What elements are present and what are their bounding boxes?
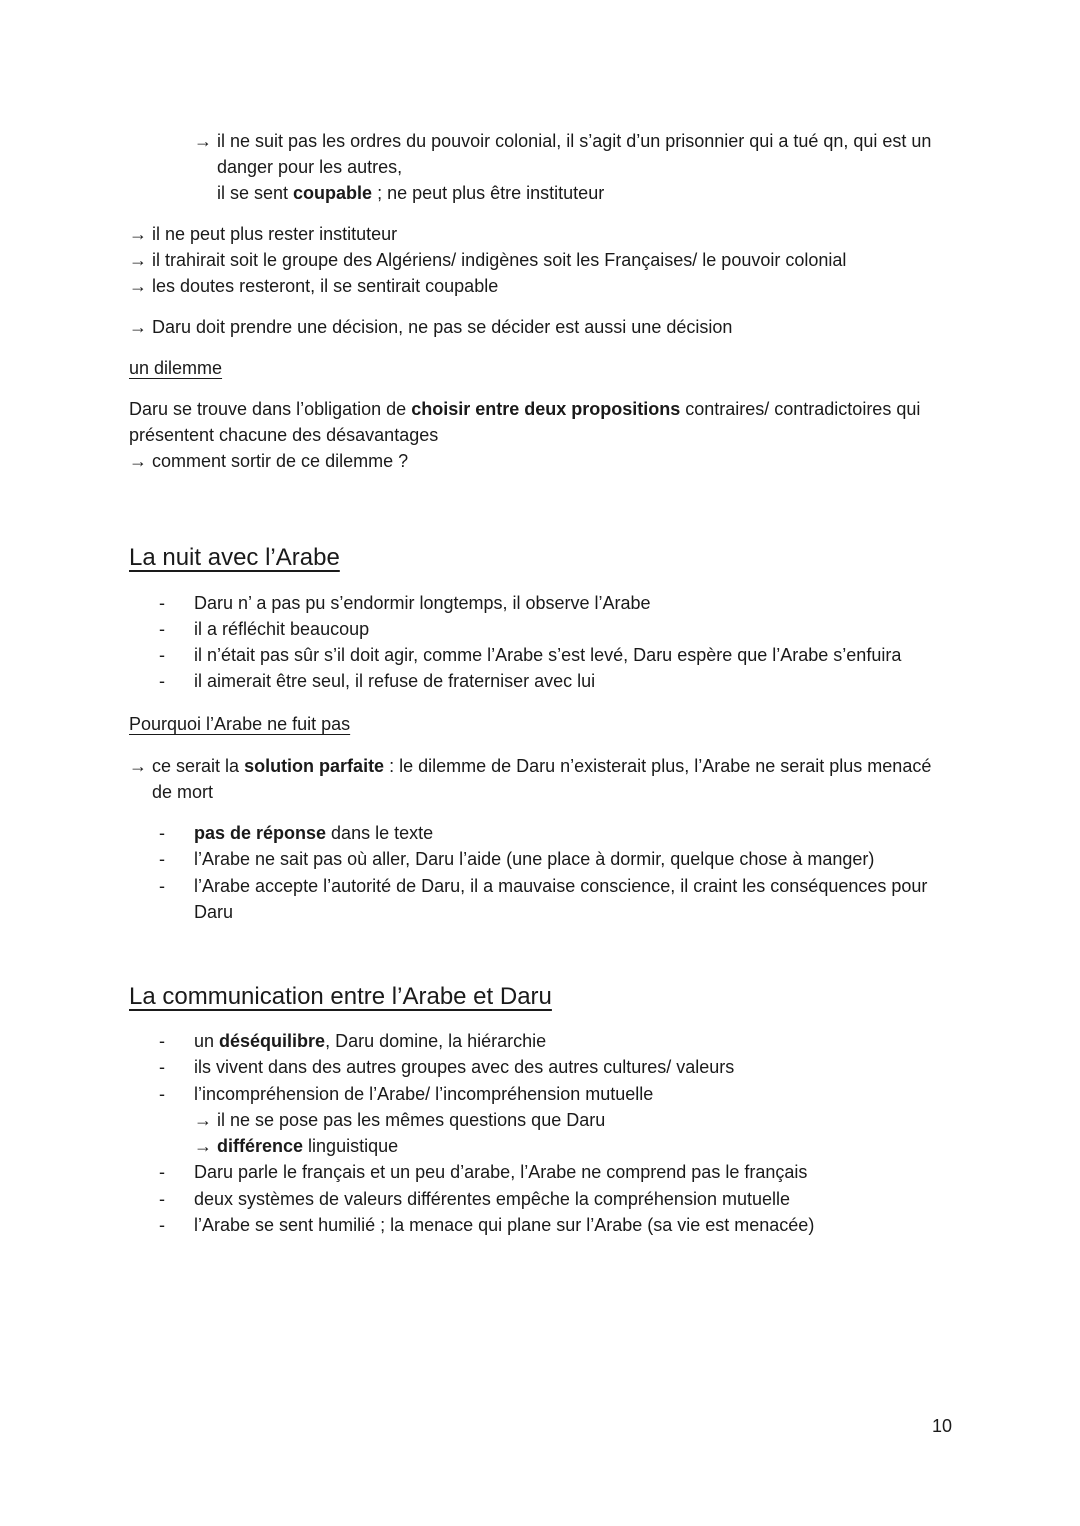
decision-line: → Daru doit prendre une décision, ne pas se décider est aussi une décision xyxy=(129,317,733,337)
top-block-line-1: → il ne suit pas les ordres du pouvoir colonial, il s’agit d’un prisonnier qui a tué qn, qui est un xyxy=(194,131,932,151)
list-item: l’Arabe accepte l’autorité de Daru, il a mauvaise conscience, il craint les conséquences pour xyxy=(194,876,928,896)
arrow-icon: → xyxy=(129,756,147,776)
list-item: l’incompréhension de l’Arabe/ l’incompréhension mutuelle xyxy=(194,1084,654,1104)
pourquoi-heading: Pourquoi l’Arabe ne fuit pas xyxy=(129,714,351,734)
dash-bullet: - xyxy=(159,1084,165,1104)
section-heading-nuit: La nuit avec l’Arabe xyxy=(129,544,340,571)
dash-bullet: - xyxy=(159,1031,165,1051)
dilemme-paragraph-line-1: Daru se trouve dans l’obligation de choisir entre deux propositions contraires/ contradictoires qui xyxy=(129,399,921,419)
arrow-icon: → xyxy=(194,131,212,151)
section-heading-communication: La communication entre l’Arabe et Daru xyxy=(129,983,552,1010)
page-number: 10 xyxy=(931,1416,952,1436)
top-block-line-2: danger pour les autres, xyxy=(217,157,403,177)
dilemme-heading: un dilemme xyxy=(129,358,223,378)
arrow-icon: → xyxy=(194,1136,212,1156)
list-item: un déséquilibre, Daru domine, la hiérarchie xyxy=(194,1031,547,1051)
dash-bullet: - xyxy=(159,1162,165,1182)
arrow-icon: → xyxy=(129,451,147,471)
top-block-line-3: il se sent coupable ; ne peut plus être instituteur xyxy=(217,183,605,203)
dash-bullet: - xyxy=(159,645,165,665)
list-item: il n’était pas sûr s’il doit agir, comme l’Arabe s’est levé, Daru espère que l’Arabe s’enfuira xyxy=(194,645,902,665)
list-item: il aimerait être seul, il refuse de fraterniser avec lui xyxy=(194,671,596,691)
list-item: Daru n’ a pas pu s’endormir longtemps, il observe l’Arabe xyxy=(194,593,651,613)
list-item: pas de réponse dans le texte xyxy=(194,823,434,843)
dash-bullet: - xyxy=(159,619,165,639)
consequence-item: → il ne peut plus rester instituteur xyxy=(129,224,398,244)
dash-bullet: - xyxy=(159,1189,165,1209)
arrow-icon: → xyxy=(129,276,147,296)
list-item: il a réfléchit beaucoup xyxy=(194,619,370,639)
dash-bullet: - xyxy=(159,1215,165,1235)
list-item: deux systèmes de valeurs différentes empêche la compréhension mutuelle xyxy=(194,1189,790,1209)
pourquoi-line-1: → ce serait la solution parfaite : le dilemme de Daru n’existerait plus, l’Arabe ne serait plus menacé xyxy=(129,756,932,776)
arrow-icon: → xyxy=(129,317,147,337)
list-item: l’Arabe ne sait pas où aller, Daru l’aide (une place à dormir, quelque chose à manger) xyxy=(194,849,875,869)
arrow-icon: → xyxy=(129,250,147,270)
dash-bullet: - xyxy=(159,876,165,896)
dash-bullet: - xyxy=(159,823,165,843)
arrow-icon: → xyxy=(194,1110,212,1130)
dilemme-question: → comment sortir de ce dilemme ? xyxy=(129,451,409,471)
dilemme-paragraph-line-2: présentent chacune des désavantages xyxy=(129,425,439,445)
arrow-icon: → xyxy=(129,224,147,244)
list-item: Daru parle le français et un peu d’arabe, l’Arabe ne comprend pas le français xyxy=(194,1162,808,1182)
dash-bullet: - xyxy=(159,593,165,613)
list-item: l’Arabe se sent humilié ; la menace qui plane sur l’Arabe (sa vie est menacée) xyxy=(194,1215,815,1235)
consequence-item: → les doutes resteront, il se sentirait coupable xyxy=(129,276,499,296)
pourquoi-line-2: de mort xyxy=(152,782,214,802)
sub-item: → différence linguistique xyxy=(194,1136,399,1156)
list-item: ils vivent dans des autres groupes avec des autres cultures/ valeurs xyxy=(194,1057,735,1077)
dash-bullet: - xyxy=(159,671,165,691)
consequence-item: → il trahirait soit le groupe des Algériens/ indigènes soit les Françaises/ le pouvoir colonial xyxy=(129,250,847,270)
dash-bullet: - xyxy=(159,849,165,869)
list-item-continuation: Daru xyxy=(194,902,234,922)
dash-bullet: - xyxy=(159,1057,165,1077)
sub-item: → il ne se pose pas les mêmes questions que Daru xyxy=(194,1110,606,1130)
